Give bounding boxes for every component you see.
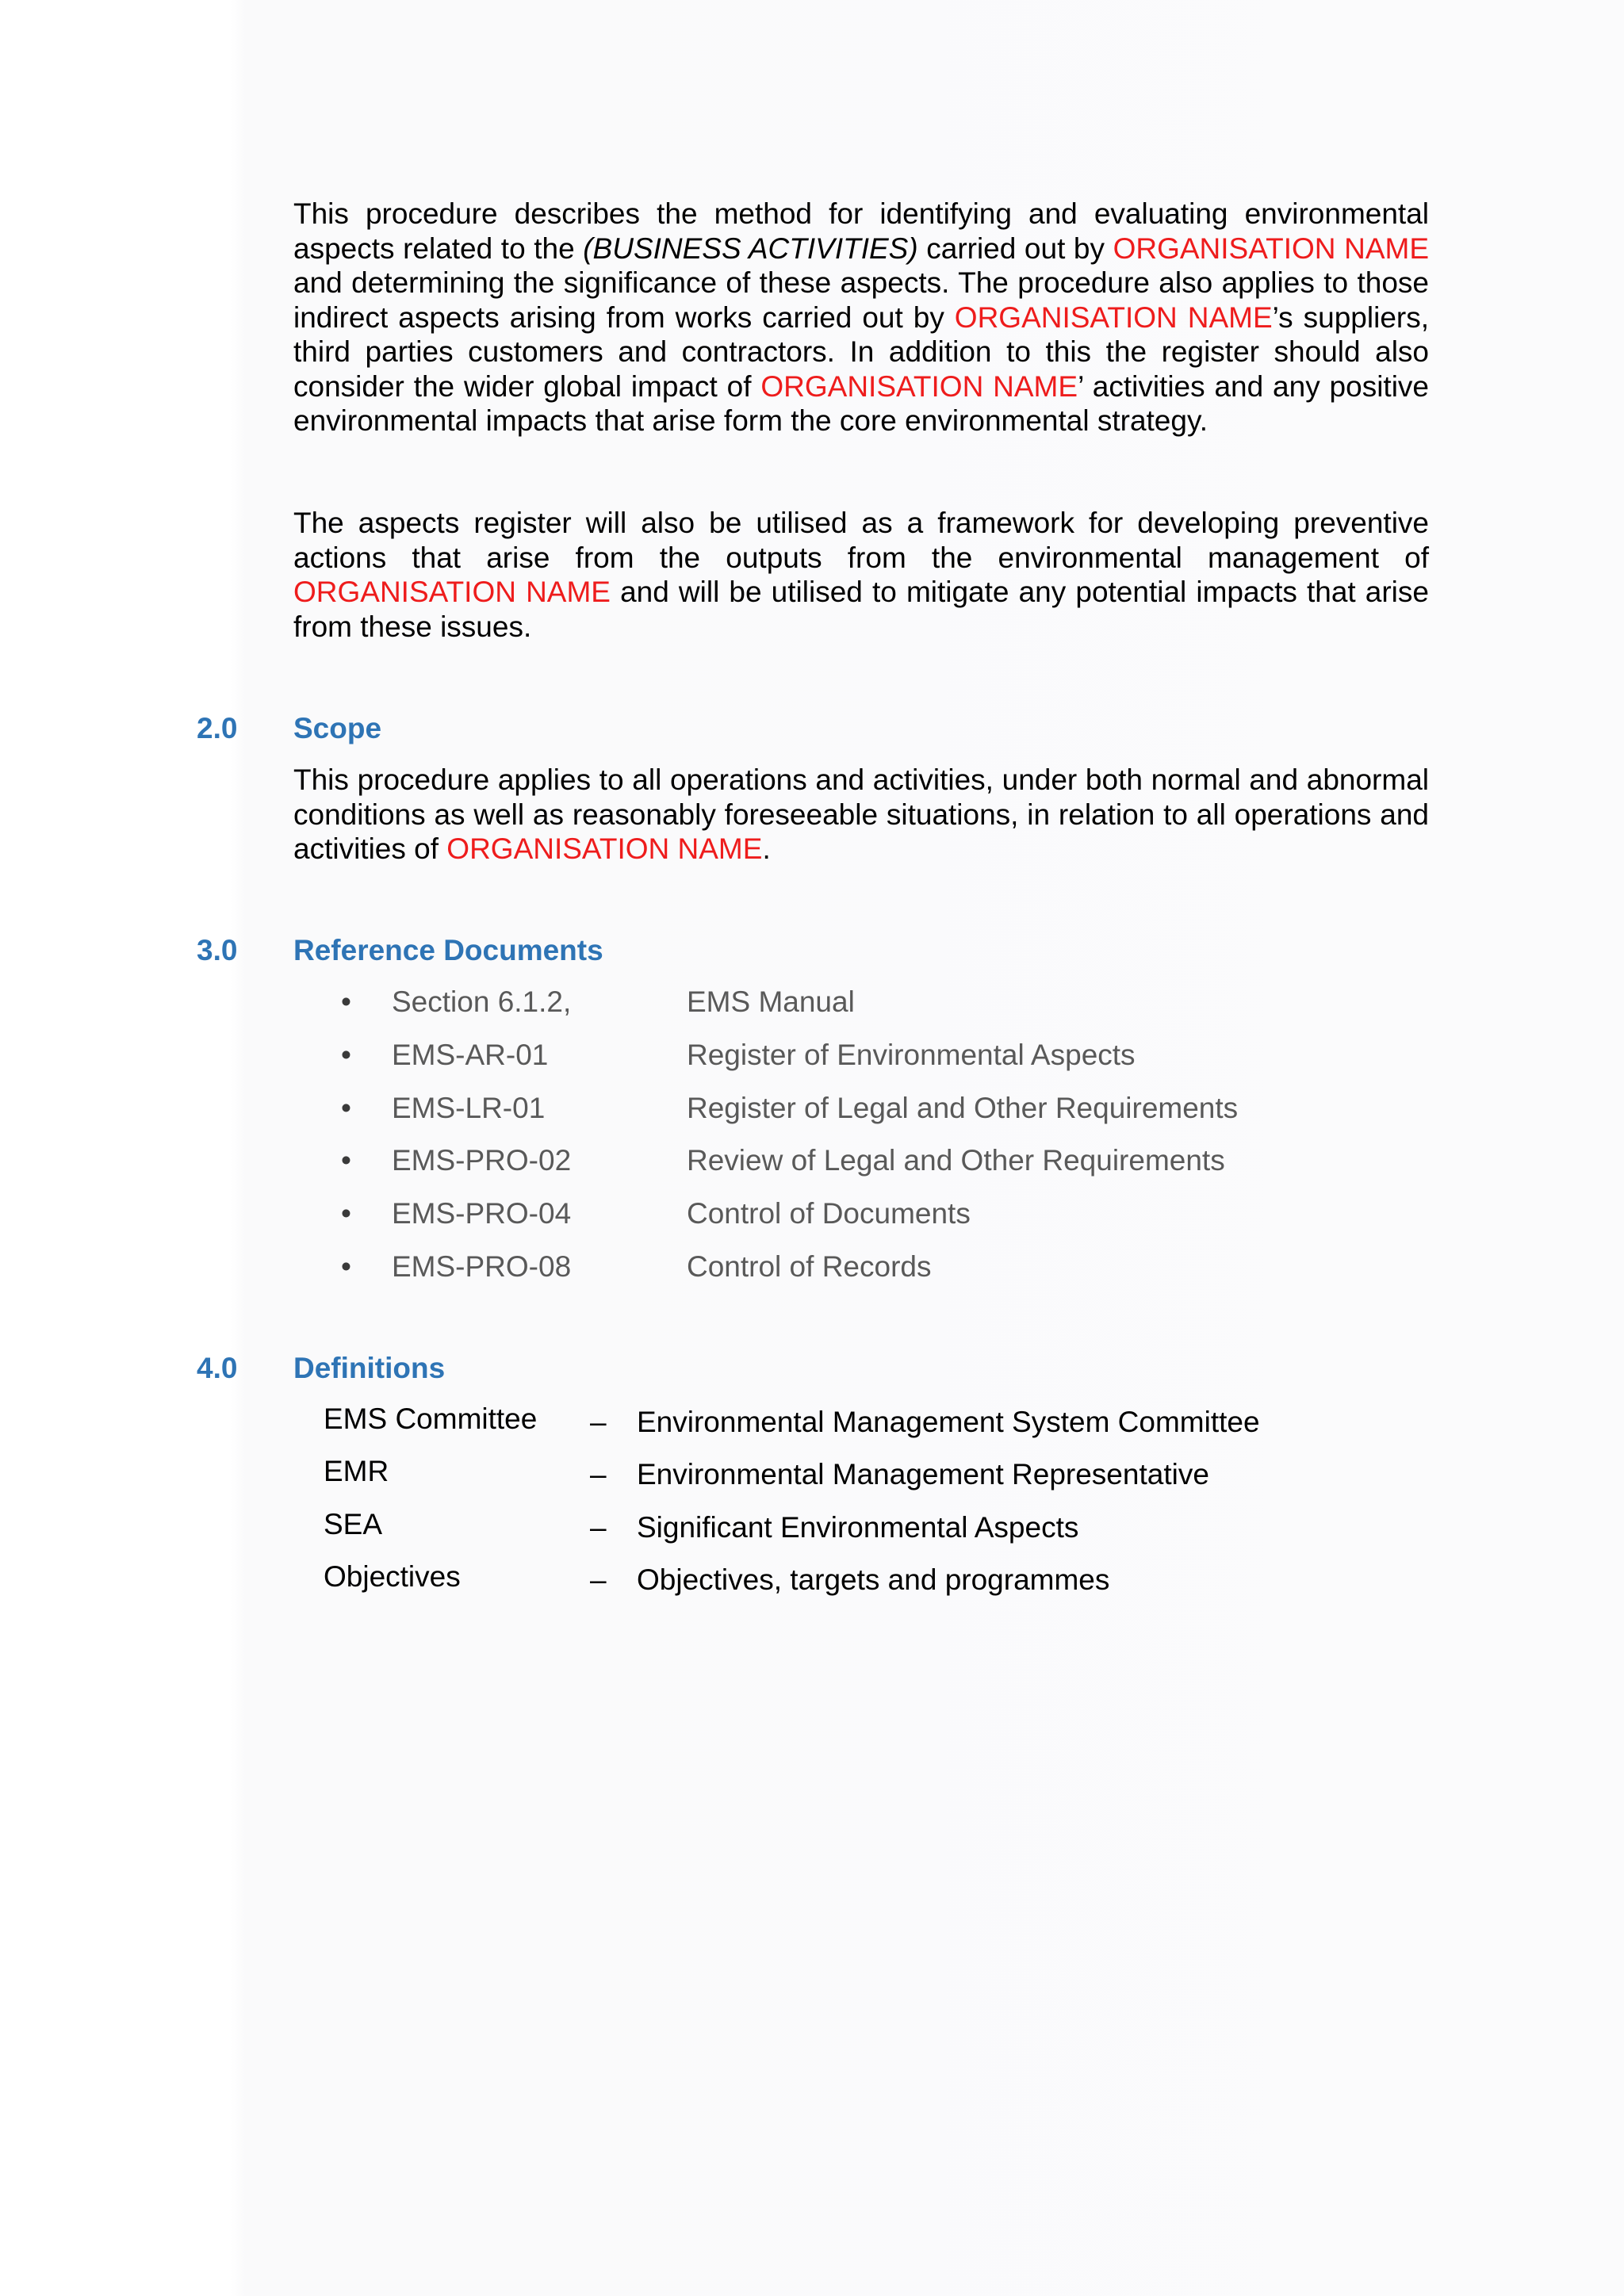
reference-item xyxy=(293,985,1324,1038)
organisation-name-placeholder: ORGANISATION NAME xyxy=(954,300,1273,334)
scope-section-number: 2.0 xyxy=(197,712,238,744)
scope-section-title: Scope xyxy=(293,712,382,744)
reference-item xyxy=(293,1091,1324,1144)
intro-p1-text-5: ’ activities and any positive environmental impacts that arise form the core environmental strategy. xyxy=(293,369,1430,437)
reference-item xyxy=(293,1196,1324,1249)
reference-description: Register of Environmental Aspects xyxy=(687,1038,1136,1071)
dash-separator: – xyxy=(590,1510,607,1544)
reference-item xyxy=(293,1038,1324,1091)
definition-meaning: Significant Environmental Aspects xyxy=(637,1510,1079,1544)
business-activities-placeholder: (BUSINESS ACTIVITIES) xyxy=(583,232,918,265)
reference-code: EMS-AR-01 xyxy=(392,1038,549,1071)
intro-paragraph-2 xyxy=(293,506,1429,644)
bullet-icon: • xyxy=(341,985,351,1018)
definition-term: SEA xyxy=(324,1507,383,1540)
bullet-icon: • xyxy=(341,1197,351,1230)
definition-item xyxy=(324,1402,1354,1454)
organisation-name-placeholder: ORGANISATION NAME xyxy=(293,576,611,608)
definition-term: Objectives xyxy=(324,1560,461,1594)
intro-p1-text-3: and determining the significance of these aspects. The procedure also applies to those indirect aspects arising from works carried out by xyxy=(293,266,1429,334)
reference-item xyxy=(293,1143,1324,1196)
intro-p2-text-1: The aspects register will also be utilised as a framework for developing preventive actions that arise from the outputs from the environmental management of xyxy=(293,507,1429,574)
reference-description: Review of Legal and Other Requirements xyxy=(687,1144,1225,1177)
intro-p1-text-2: carried out by xyxy=(917,232,1113,265)
reference-description: Control of Documents xyxy=(687,1197,971,1230)
definition-item xyxy=(324,1559,1354,1612)
references-section-number: 3.0 xyxy=(197,934,238,966)
intro-paragraph-1 xyxy=(293,197,1429,438)
organisation-name-placeholder: ORGANISATION NAME xyxy=(446,832,763,865)
definitions-section-number: 4.0 xyxy=(197,1352,238,1384)
definition-meaning: Objectives, targets and programmes xyxy=(637,1563,1110,1597)
organisation-name-placeholder: ORGANISATION NAME xyxy=(1113,232,1429,265)
intro-p1-text-1: This procedure describes the method for identifying and evaluating environmental aspects related to the xyxy=(293,197,1429,265)
reference-code: EMS-LR-01 xyxy=(392,1091,546,1124)
reference-code: EMS-PRO-04 xyxy=(392,1197,572,1230)
reference-description: Control of Records xyxy=(687,1249,932,1283)
reference-code: EMS-PRO-02 xyxy=(392,1144,572,1177)
reference-documents-list xyxy=(293,985,1324,1303)
reference-code: EMS-PRO-08 xyxy=(392,1249,572,1283)
intro-p2-text-2: and will be utilised to mitigate any potential impacts that arise from these issues. xyxy=(293,576,1429,643)
definition-term: EMR xyxy=(324,1455,389,1488)
bullet-icon: • xyxy=(341,1249,351,1283)
scope-text-2: . xyxy=(762,832,771,865)
scope-text-1: This procedure applies to all operations and activities, under both normal and abnormal conditions as well as reasonably foreseeable situations, in relation to all operations and activities of xyxy=(293,763,1429,865)
definitions-list xyxy=(324,1402,1354,1613)
reference-description: EMS Manual xyxy=(687,985,855,1018)
dash-separator: – xyxy=(590,1563,607,1597)
scope-paragraph xyxy=(293,763,1429,867)
dash-separator: – xyxy=(590,1406,607,1438)
bullet-icon: • xyxy=(341,1091,351,1124)
organisation-name-placeholder: ORGANISATION NAME xyxy=(760,369,1078,403)
bullet-icon: • xyxy=(341,1144,351,1177)
definitions-section-title: Definitions xyxy=(293,1352,446,1384)
dash-separator: – xyxy=(590,1458,607,1491)
bullet-icon: • xyxy=(341,1038,351,1071)
intro-p1-text-4: ’s suppliers, third parties customers and contractors. In addition to this the register should also consider the wider global impact of xyxy=(293,300,1430,403)
definition-item xyxy=(324,1507,1354,1559)
references-section-title: Reference Documents xyxy=(293,934,603,966)
reference-code: Section 6.1.2, xyxy=(392,985,572,1018)
definition-item xyxy=(324,1454,1354,1506)
definition-meaning: Environmental Management Representative xyxy=(637,1458,1209,1491)
reference-description: Register of Legal and Other Requirements xyxy=(687,1091,1239,1124)
reference-item xyxy=(293,1249,1324,1303)
definition-term: EMS Committee xyxy=(324,1402,538,1435)
definition-meaning: Environmental Management System Committee xyxy=(637,1406,1260,1438)
